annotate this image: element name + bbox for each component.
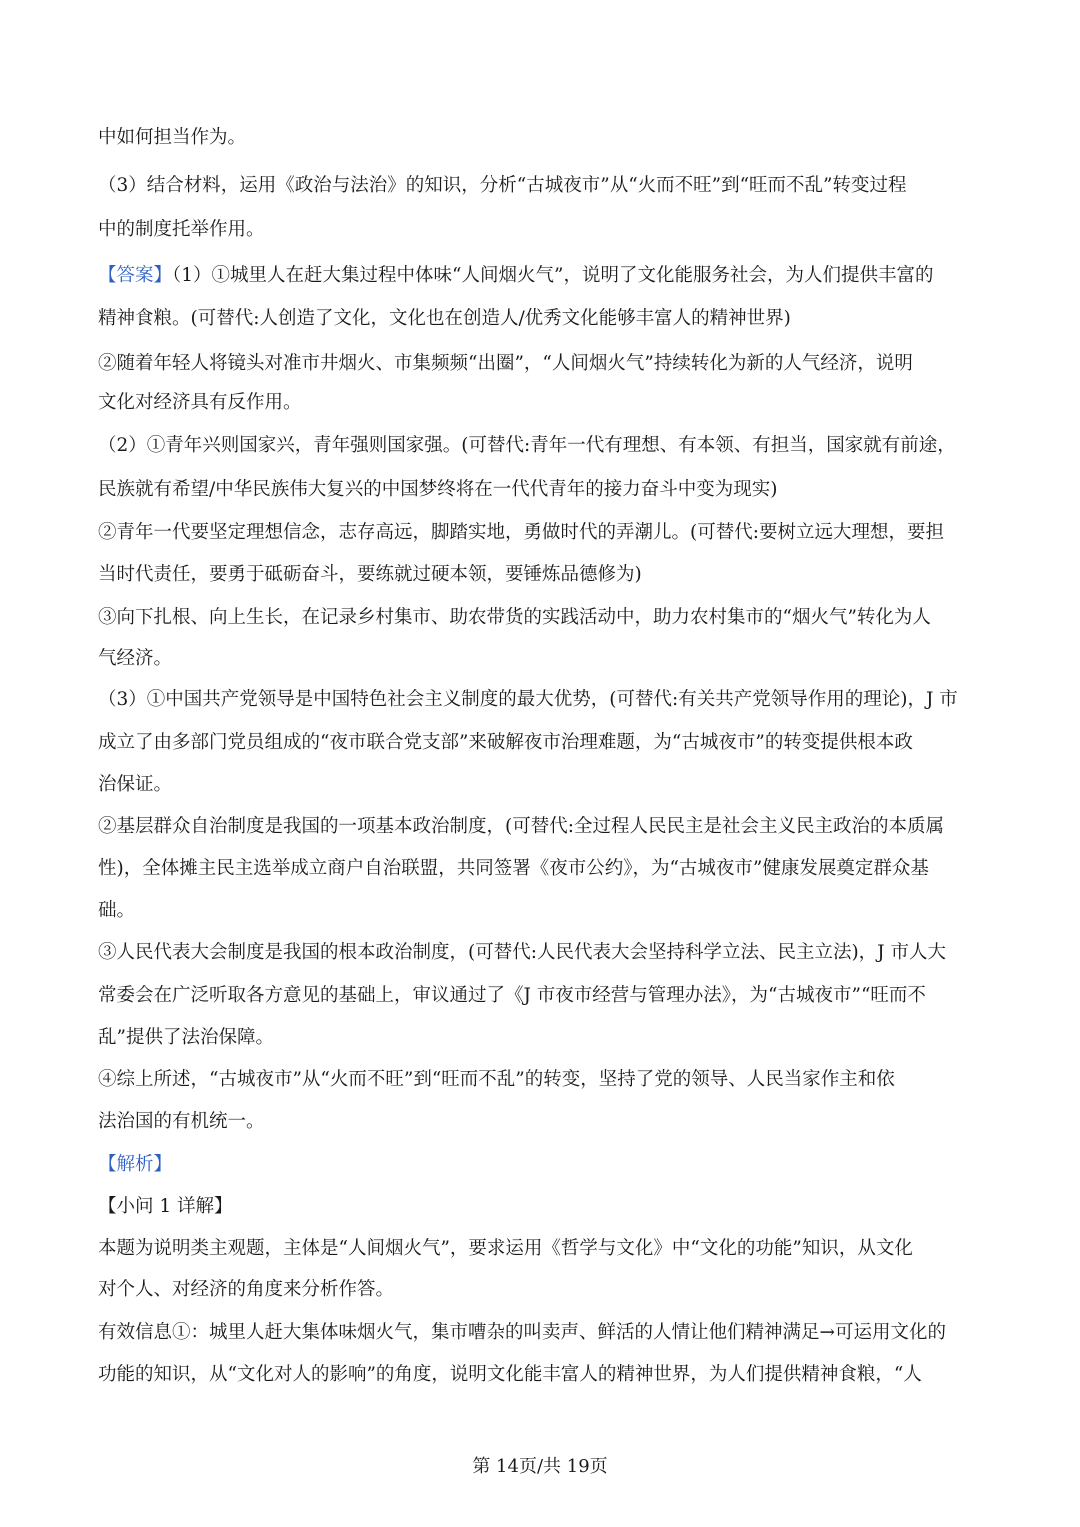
text-line: 文化对经济具有反作用。 [98, 392, 302, 413]
text-line: 精神食粮。(可替代:人创造了文化，文化也在创造人/优秀文化能够丰富人的精神世界) [98, 308, 791, 329]
text-line: 治保证。 [98, 774, 173, 795]
text-line: 中如何担当作为。 [98, 127, 247, 148]
text-line: 乱”提供了法治保障。 [98, 1027, 274, 1048]
answer-tag: 【答案】 [98, 265, 173, 286]
text-line: ③向下扎根、向上生长，在记录乡村集市、助农带货的实践活动中，助力农村集市的“烟火气”转化为人 [98, 607, 931, 628]
text-line: 对个人、对经济的角度来分析作答。 [98, 1279, 395, 1300]
answer-line: 【答案】（1）①城里人在赶大集过程中体味“人间烟火气”，说明了文化能服务社会，为人们提供丰富的 [98, 265, 934, 286]
text-line: 法治国的有机统一。 [98, 1111, 265, 1132]
text-line: （2）①青年兴则国家兴，青年强则国家强。(可替代:青年一代有理想、有本领、有担当，国家就有前途， [98, 435, 956, 456]
analysis-heading [98, 1153, 982, 1177]
text-line: ②青年一代要坚定理想信念，志存高远，脚踏实地，勇做时代的弄潮儿。(可替代:要树立远大理想，要担 [98, 522, 944, 543]
text-line: ②基层群众自治制度是我国的一项基本政治制度，(可替代:全过程人民民主是社会主义民主政治的本质属 [98, 816, 944, 837]
text-line: 础。 [98, 900, 136, 921]
text-line: 成立了由多部门党员组成的“夜市联合党支部”来破解夜市治理难题，为“古城夜市”的转变提供根本政 [98, 732, 913, 753]
page-number-footer: 第 14页/共 19页 [472, 1456, 608, 1477]
text-line: 常委会在广泛听取各方意见的基础上，审议通过了《J 市夜市经营与管理办法》，为“古城夜市”“旺而不 [98, 985, 926, 1006]
text-line: （3）结合材料，运用《政治与法治》的知识，分析“古城夜市”从“火而不旺”到“旺而不乱”转变过程 [98, 175, 907, 196]
text-line: 民族就有希望/中华民族伟大复兴的中国梦终将在一代代青年的接力奋斗中变为现实) [98, 479, 778, 500]
text-line: ④综上所述，“古城夜市”从“火而不旺”到“旺而不乱”的转变，坚持了党的领导、人民当家作主和依 [98, 1069, 895, 1090]
text-line: 性)，全体摊主民主选举成立商户自治联盟，共同签署《夜市公约》，为“古城夜市”健康发展奠定群众基 [98, 858, 929, 879]
text-line: 中的制度托举作用。 [98, 219, 265, 240]
text-line: ③人民代表大会制度是我国的根本政治制度，(可替代:人民代表大会坚持科学立法、民主立法)，J 市人大 [98, 942, 946, 963]
text-line: 当时代责任，要勇于砥砺奋斗，要练就过硬本领，要锤炼品德修为) [98, 564, 642, 585]
text-line: 功能的知识，从“文化对人的影响”的角度，说明文化能丰富人的精神世界，为人们提供精神食粮，“人 [98, 1364, 922, 1385]
analysis-tag: 【解析】 [98, 1154, 173, 1175]
text-line: ②随着年轻人将镜头对准市井烟火、市集频频“出圈”，“人间烟火气”持续转化为新的人气经济，说明 [98, 353, 913, 374]
text-line: （3）①中国共产党领导是中国特色社会主义制度的最大优势，(可替代:有关共产党领导作用的理论)，J 市 [98, 689, 958, 710]
text-line: 本题为说明类主观题，主体是“人间烟火气”，要求运用《哲学与文化》中“文化的功能”知识，从文化 [98, 1238, 913, 1259]
sub-question-heading: 【小问 1 详解】 [98, 1196, 233, 1217]
text-line: 有效信息①：城里人赶大集体味烟火气，集市嘈杂的叫卖声、鲜活的人情让他们精神满足→可运用文化的 [98, 1322, 947, 1343]
text-line: 气经济。 [98, 648, 173, 669]
